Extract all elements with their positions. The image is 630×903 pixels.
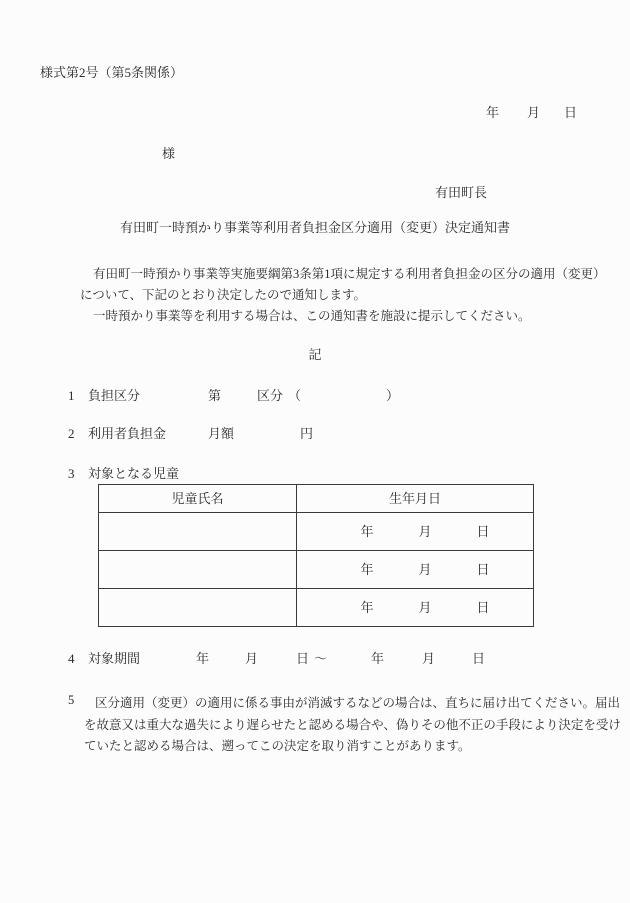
note-line: ていたと認める場合は、遡ってこの決定を取り消すことがあります。 bbox=[84, 739, 471, 753]
period-to-month-label: 月 bbox=[422, 651, 436, 666]
child-name-cell bbox=[99, 589, 297, 627]
item2-number: 2 bbox=[68, 426, 75, 441]
note-line: を故意又は重大な過失により遅らせたと認める場合や、偽りその他不正の手段により決定を受け bbox=[84, 717, 621, 732]
body-line: 一時預かり事業等を利用する場合は、この通知書を施設に提示してください。 bbox=[93, 309, 531, 323]
issuer-name: 有田町長 bbox=[435, 185, 488, 200]
item2-label: 利用者負担金 bbox=[88, 426, 167, 441]
period-to-year-label: 年 bbox=[371, 651, 385, 666]
body-paragraphs bbox=[80, 264, 606, 327]
child-birthdate-cell bbox=[297, 513, 534, 551]
birthdate-month-label: 月 bbox=[418, 599, 432, 615]
period-from-year-label: 年 bbox=[196, 651, 210, 666]
period-to-day-label: 日 bbox=[472, 651, 486, 666]
child-name-cell bbox=[99, 513, 297, 551]
children-table bbox=[98, 484, 534, 627]
issue-date-year-label: 年 bbox=[486, 105, 500, 120]
addressee-honorific: 様 bbox=[162, 146, 176, 161]
birthdate-month-label: 月 bbox=[418, 523, 432, 539]
child-name-cell bbox=[99, 551, 297, 589]
child-birthdate-cell bbox=[297, 551, 534, 589]
birthdate-year-label: 年 bbox=[360, 561, 374, 577]
issue-date-month-label: 月 bbox=[527, 105, 541, 120]
body-line: について、下記のとおり決定したので通知します。 bbox=[80, 288, 367, 302]
period-tilde: ～ bbox=[314, 651, 328, 666]
item1-paren-open: （ bbox=[288, 388, 302, 403]
item2-yen-label: 円 bbox=[300, 426, 314, 441]
item3-number: 3 bbox=[68, 466, 75, 481]
item3-label: 対象となる児童 bbox=[88, 466, 180, 481]
item1-kubun-label: 区分 bbox=[257, 388, 284, 403]
birthdate-day-label: 日 bbox=[476, 561, 490, 577]
item4-label: 対象期間 bbox=[88, 651, 141, 666]
birthdate-year-label: 年 bbox=[360, 523, 374, 539]
birthdate-day-label: 日 bbox=[476, 523, 490, 539]
item1-dai-label: 第 bbox=[208, 388, 222, 403]
birthdate-year-label: 年 bbox=[360, 599, 374, 615]
form-number: 様式第2号（第5条関係） bbox=[40, 65, 184, 80]
item1-label: 負担区分 bbox=[88, 388, 141, 403]
document-title: 有田町一時預かり事業等利用者負担金区分適用（変更）決定通知書 bbox=[119, 220, 510, 235]
body-line: 有田町一時預かり事業等実施要綱第3条第1項に規定する利用者負担金の区分の適用（変更） bbox=[93, 267, 606, 281]
issue-date-day-label: 日 bbox=[564, 105, 578, 120]
period-from-month-label: 月 bbox=[245, 651, 259, 666]
item5-number: 5 bbox=[68, 693, 75, 707]
children-table-header-name: 児童氏名 bbox=[99, 485, 297, 513]
birthdate-month-label: 月 bbox=[418, 561, 432, 577]
children-table-header-row bbox=[99, 485, 534, 513]
period-from-day-label: 日 bbox=[296, 651, 310, 666]
note-line: 区分適用（変更）の適用に係る事由が消滅するなどの場合は、直ちに届け出てください。届出 bbox=[95, 696, 621, 710]
item1-paren-close: ） bbox=[386, 388, 400, 403]
child-birthdate-cell bbox=[297, 589, 534, 627]
item2-monthly-label: 月額 bbox=[208, 426, 235, 441]
item4-number: 4 bbox=[68, 651, 75, 666]
table-row bbox=[99, 551, 534, 589]
birthdate-day-label: 日 bbox=[476, 599, 490, 615]
item1-number: 1 bbox=[68, 388, 75, 403]
children-table-header-birthdate: 生年月日 bbox=[297, 485, 534, 513]
table-row bbox=[99, 513, 534, 551]
table-row bbox=[99, 589, 534, 627]
item5-note-text bbox=[84, 693, 621, 758]
record-heading: 記 bbox=[308, 347, 322, 362]
